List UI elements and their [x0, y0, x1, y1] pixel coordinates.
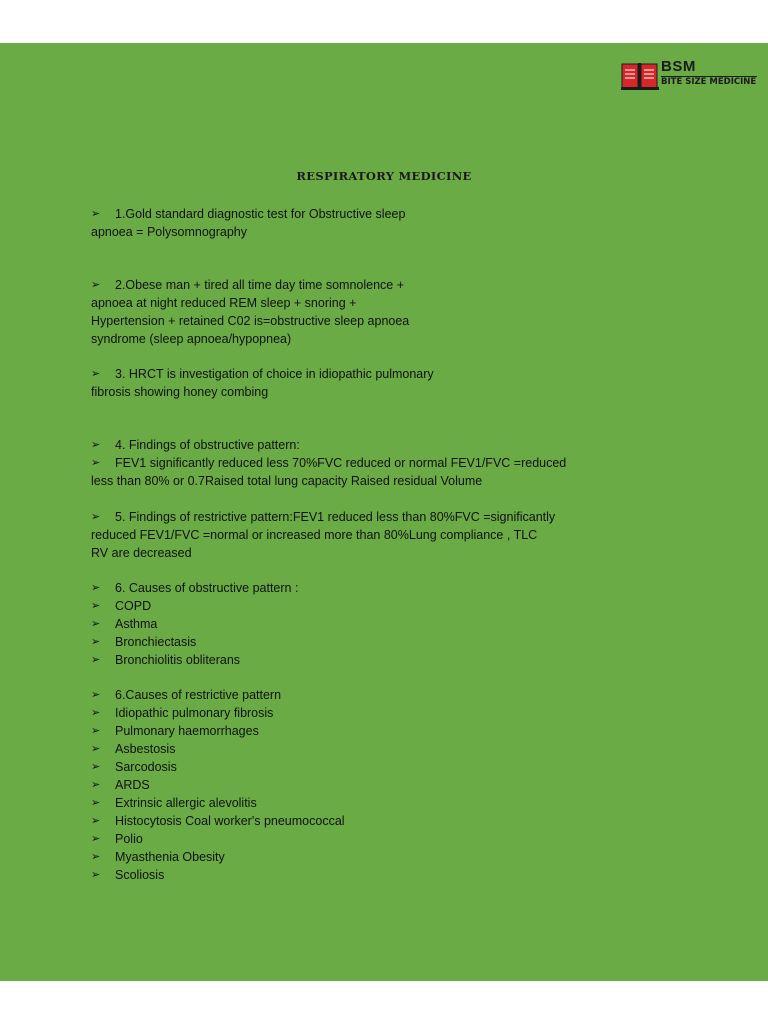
item-label: Asthma	[115, 617, 158, 631]
item-label: Polio	[115, 832, 143, 846]
item-line: 3. HRCT is investigation of choice in idiopathic pulmonary	[115, 367, 434, 381]
bullet-arrow-icon: ➢	[91, 511, 101, 523]
book-icon	[621, 61, 659, 91]
item-line: 4. Findings of obstructive pattern:	[115, 438, 300, 452]
bullet-arrow-icon: ➢	[91, 457, 101, 469]
page-title: RESPIRATORY MEDICINE	[296, 169, 472, 183]
bullet-arrow-icon: ➢	[91, 725, 101, 737]
bullet-arrow-icon: ➢	[91, 851, 101, 863]
item-label: Histocytosis Coal worker's pneumococcal	[115, 814, 345, 828]
bullet-arrow-icon: ➢	[91, 779, 101, 791]
item-line: FEV1 significantly reduced less 70%FVC reduced or normal FEV1/FVC =reduced	[115, 456, 567, 470]
list-item	[91, 276, 409, 348]
bsm-logo	[621, 60, 761, 92]
bullet-arrow-icon: ➢	[91, 600, 101, 612]
item-label: 6.Causes of restrictive pattern	[115, 688, 282, 702]
item-label: Pulmonary haemorrhages	[115, 724, 259, 738]
bullet-arrow-icon: ➢	[91, 582, 101, 594]
bullet-arrow-icon: ➢	[91, 869, 101, 881]
item-label: Asbestosis	[115, 742, 176, 756]
list-item	[91, 205, 405, 241]
logo-name: BITE SIZE MEDICINE	[661, 77, 757, 87]
list-item	[91, 365, 434, 401]
item-label: Scoliosis	[115, 868, 165, 882]
bullet-arrow-icon: ➢	[91, 636, 101, 648]
item-label: Myasthenia Obesity	[115, 850, 225, 864]
bullet-arrow-icon: ➢	[91, 208, 101, 220]
bullet-arrow-icon: ➢	[91, 368, 101, 380]
bullet-arrow-icon: ➢	[91, 815, 101, 827]
item-line: apnoea = Polysomnography	[91, 225, 248, 239]
item-label: Bronchiolitis obliterans	[115, 653, 241, 667]
item-label: Sarcodosis	[115, 760, 177, 774]
bullet-arrow-icon: ➢	[91, 707, 101, 719]
item-line: 2.Obese man + tired all time day time somnolence +	[115, 278, 405, 292]
item-line: apnoea at night reduced REM sleep + snoring +	[91, 296, 357, 310]
item-label: Bronchiectasis	[115, 635, 197, 649]
item-label: Extrinsic allergic alevolitis	[115, 796, 257, 810]
bullet-arrow-icon: ➢	[91, 743, 101, 755]
item-line: fibrosis showing honey combing	[91, 385, 269, 399]
bullet-arrow-icon: ➢	[91, 279, 101, 291]
item-line: 5. Findings of restrictive pattern:FEV1 reduced less than 80%FVC =significantly	[115, 510, 556, 524]
item-line: Hypertension + retained C02 is=obstructive sleep apnoea	[91, 314, 410, 328]
bullet-arrow-icon: ➢	[91, 689, 101, 701]
item-line: less than 80% or 0.7Raised total lung capacity Raised residual Volume	[91, 474, 483, 488]
list-item	[91, 454, 566, 490]
list-item	[91, 508, 555, 562]
bullet-arrow-icon: ➢	[91, 761, 101, 773]
item-label: ARDS	[115, 778, 150, 792]
item-line: reduced FEV1/FVC =normal or increased more than 80%Lung compliance , TLC	[91, 528, 538, 542]
bullet-arrow-icon: ➢	[91, 654, 101, 666]
item-line: RV are decreased	[91, 546, 192, 560]
bullet-arrow-icon: ➢	[91, 618, 101, 630]
list-item	[91, 436, 300, 454]
bullet-arrow-icon: ➢	[91, 439, 101, 451]
item-label: Idiopathic pulmonary fibrosis	[115, 706, 274, 720]
item-line: 1.Gold standard diagnostic test for Obstructive sleep	[115, 207, 406, 221]
logo-abbreviation: BSM	[661, 58, 696, 75]
item-label: COPD	[115, 599, 152, 613]
bullet-arrow-icon: ➢	[91, 797, 101, 809]
item-line: syndrome (sleep apnoea/hypopnea)	[91, 332, 292, 346]
item-label: 6. Causes of obstructive pattern :	[115, 581, 299, 595]
bullet-arrow-icon: ➢	[91, 833, 101, 845]
